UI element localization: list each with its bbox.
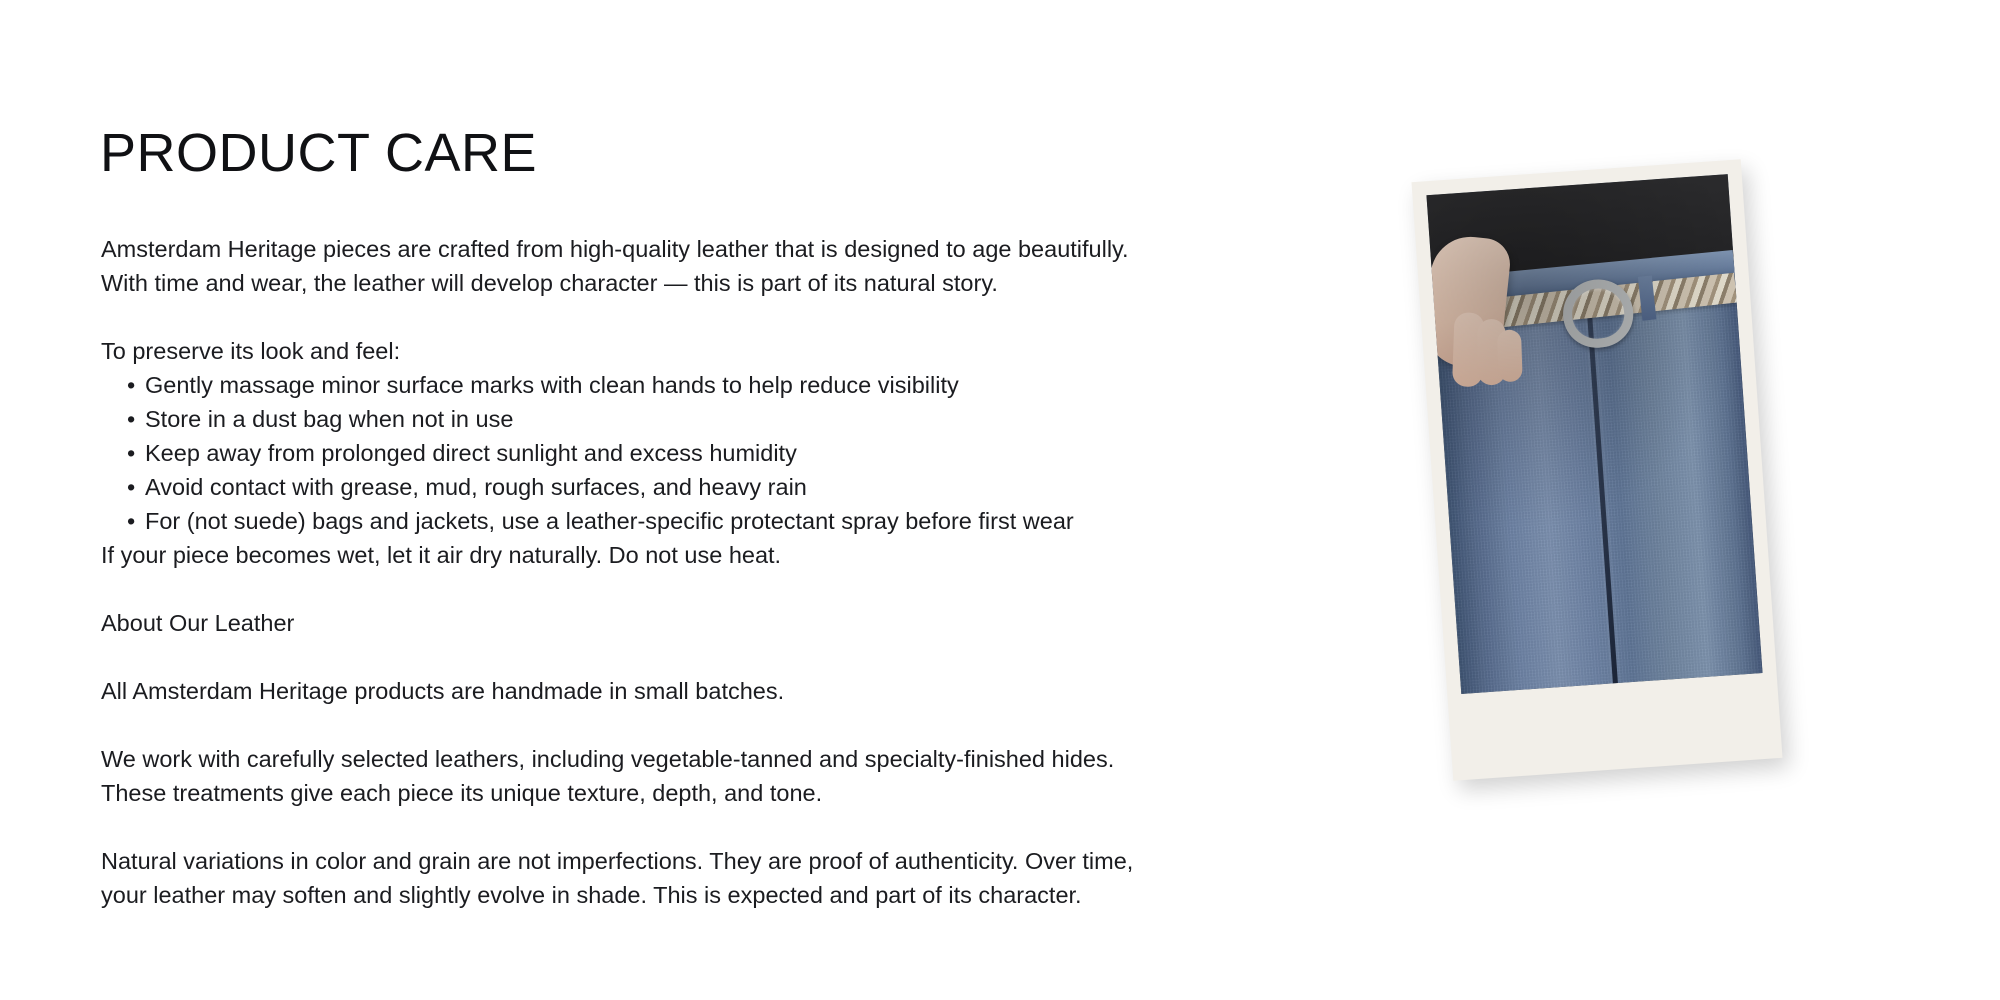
leather-selection-paragraph (101, 742, 1411, 810)
care-content (101, 232, 1411, 912)
variation-line-2: your leather may soften and slightly evolve in shade. This is expected and part of its character. (101, 882, 1082, 908)
list-item: • Store in a dust bag when not in use (101, 402, 1411, 436)
leather-line-1: We work with carefully selected leathers, including vegetable-tanned and specialty-finished hides. (101, 746, 1115, 772)
natural-variation-paragraph (101, 844, 1411, 912)
list-item: • Gently massage minor surface marks with clean hands to help reduce visibility (101, 368, 1411, 402)
polaroid-frame (1411, 159, 1782, 781)
care-heading: To preserve its look and feel: (101, 338, 401, 364)
spacer-5 (101, 810, 1411, 844)
intro-line-1: Amsterdam Heritage pieces are crafted from high-quality leather that is designed to age beautifully. (101, 236, 1129, 262)
spacer-1 (101, 300, 1411, 334)
intro-line-2: With time and wear, the leather will develop character — this is part of its natural story. (101, 270, 998, 296)
wet-care-note: If your piece becomes wet, let it air dry naturally. Do not use heat. (101, 542, 782, 568)
about-leather-heading: About Our Leather (101, 610, 295, 636)
variation-line-1: Natural variations in color and grain are not imperfections. They are proof of authenticity. Over time, (101, 848, 1134, 874)
polaroid-image (1426, 174, 1762, 694)
list-item: • Avoid contact with grease, mud, rough surfaces, and heavy rain (101, 470, 1411, 504)
spacer-4 (101, 708, 1411, 742)
handmade-note: All Amsterdam Heritage products are handmade in small batches. (101, 678, 785, 704)
spacer-2 (101, 572, 1411, 606)
list-item: • For (not suede) bags and jackets, use a leather-specific protectant spray before first wear (101, 504, 1411, 538)
product-photo (1432, 170, 1832, 830)
leather-line-2: These treatments give each piece its unique texture, depth, and tone. (101, 780, 823, 806)
care-instructions-list (101, 368, 1411, 538)
list-item: • Keep away from prolonged direct sunlight and excess humidity (101, 436, 1411, 470)
page-title: PRODUCT CARE (100, 123, 538, 184)
photo-shading-overlay (1426, 174, 1762, 694)
spacer-3 (101, 640, 1411, 674)
intro-paragraph (101, 232, 1411, 300)
